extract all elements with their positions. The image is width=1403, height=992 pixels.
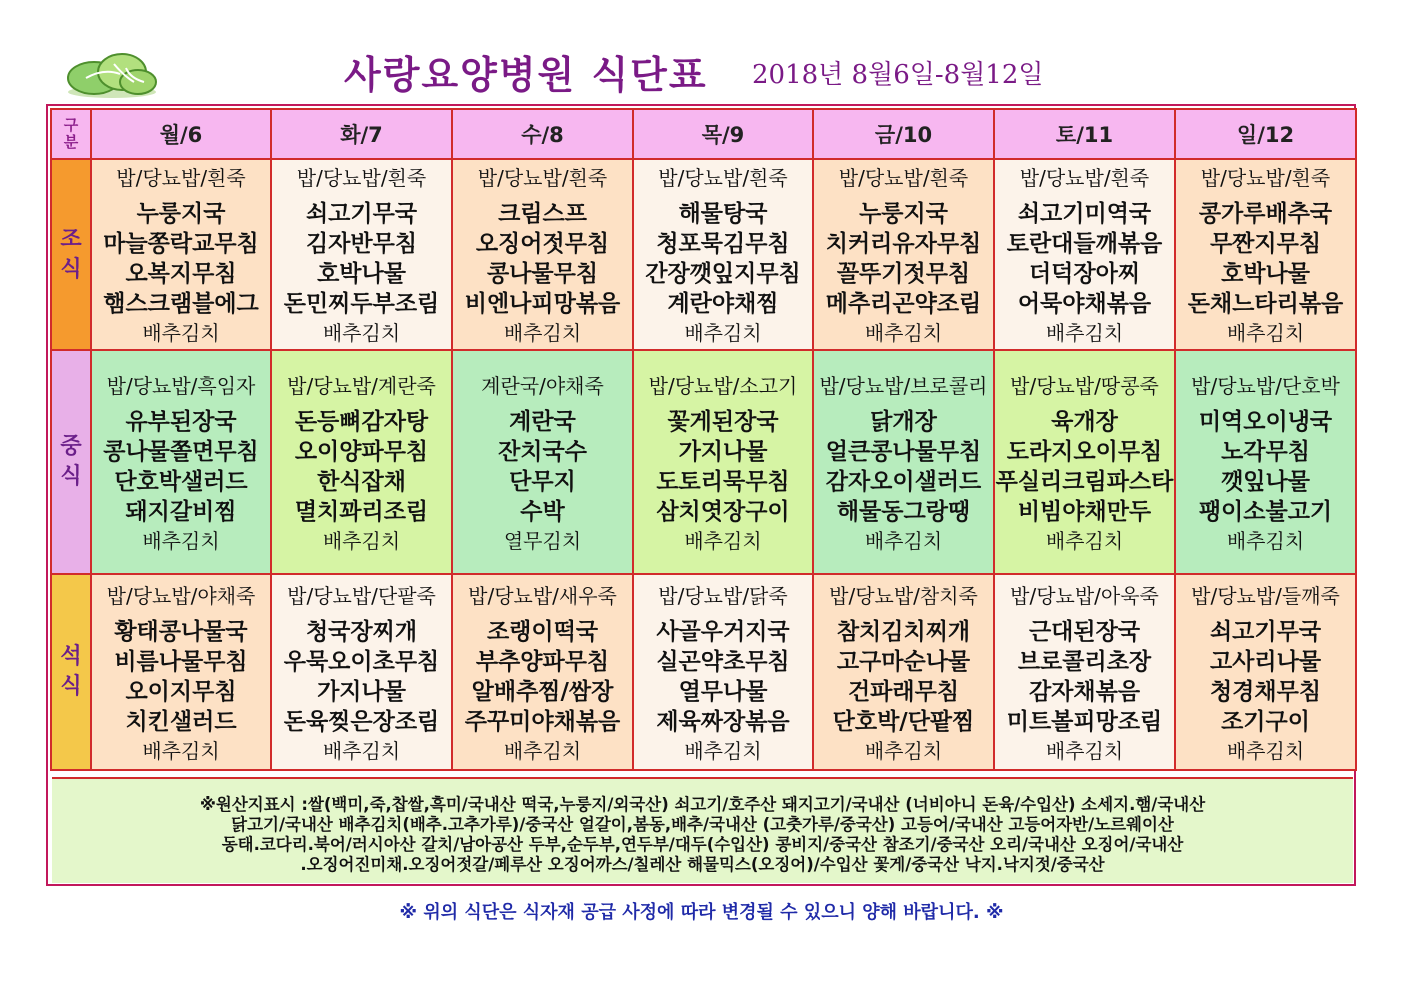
dish-item: 햄스크램블에그 [103, 291, 259, 317]
kimchi-item: 배추김치 [1045, 321, 1124, 345]
dish-item: 치커리유자무침 [825, 231, 982, 257]
origin-line: 동태.코다리.북어/러시아산 갈치/남아공산 두부,순두부,연두부/대두(수입산) 콩비지/중국산 참조기/중국산 오리/국내산 오징어/국내산 [221, 835, 1184, 854]
dish-item: 청경채무침 [1209, 678, 1322, 705]
dish-item: 꼴뚜기젓무침 [836, 261, 971, 287]
meal-row-dinner [51, 574, 1356, 770]
dish-item: 유부된장국 [125, 408, 237, 435]
dish-item: 비엔나피망볶음 [464, 291, 621, 317]
dish-item: 청포묵김무침 [656, 231, 790, 257]
dish-item: 깻잎나물 [1221, 468, 1310, 495]
dish-item: 근대된장국 [1028, 618, 1141, 645]
day-header: 금/10 [813, 109, 994, 159]
dish-item: 참치김치찌개 [836, 618, 971, 645]
kimchi-item: 배추김치 [322, 528, 401, 553]
kimchi-item: 배추김치 [142, 528, 220, 553]
dish-item: 한식잡채 [317, 468, 406, 495]
kimchi-item: 배추김치 [142, 738, 220, 763]
origin-line: ※원산지표시 :쌀(백미,죽,찹쌀,흑미/국내산 떡국,누룽지/외국산) 쇠고기/호주산 돼지고기/국내산 (너비아니 돈육/수입산) 소세지.햄/국내산 [199, 795, 1206, 814]
kimchi-item: 배추김치 [142, 321, 220, 345]
dish-item: 해물탕국 [678, 201, 768, 227]
kimchi-item: 배추김치 [322, 738, 401, 763]
rice-option: 밥/당뇨밥/참치죽 [829, 583, 978, 608]
rice-option: 밥/당뇨밥/단팥죽 [287, 583, 436, 608]
meal-cell [271, 574, 452, 770]
dish-item: 쇠고기무국 [1209, 618, 1322, 645]
meal-label: 조식 [51, 159, 91, 350]
rice-option: 밥/당뇨밥/흰죽 [1200, 166, 1331, 190]
meal-cell [633, 574, 813, 770]
dish-item: 사골우거지국 [656, 618, 790, 645]
dish-item: 육개장 [1051, 408, 1118, 435]
dish-item: 단호박샐러드 [114, 468, 248, 495]
dish-item: 토란대들깨볶음 [1006, 231, 1163, 257]
dish-item: 메추리곤약조림 [825, 291, 982, 317]
kimchi-item: 배추김치 [864, 738, 943, 763]
rice-option: 밥/당뇨밥/계란죽 [287, 373, 436, 398]
dish-item: 멸치꽈리조림 [294, 498, 429, 525]
page-title: 사랑요양병원 식단표 [344, 53, 708, 97]
kimchi-item: 배추김치 [864, 321, 943, 345]
meal-cell [813, 350, 994, 574]
rice-option: 밥/당뇨밥/소고기 [648, 373, 798, 398]
dish-item: 콩나물쫄면무침 [103, 438, 259, 465]
dish-item: 잔치국수 [498, 438, 587, 465]
meal-row-breakfast [51, 159, 1356, 350]
meal-label: 중식 [51, 350, 91, 574]
dish-item: 쇠고기미역국 [1017, 201, 1152, 227]
dish-item: 간장깻잎지무침 [645, 261, 801, 287]
meal-cell [1175, 574, 1356, 770]
kimchi-item: 배추김치 [864, 528, 943, 553]
kimchi-item: 배추김치 [322, 321, 401, 345]
dish-item: 계란야채찜 [667, 291, 779, 317]
meal-row-lunch [51, 350, 1356, 574]
day-header: 일/12 [1175, 109, 1356, 159]
dish-item: 푸실리크림파스타 [995, 468, 1174, 495]
dish-item: 삼치엿장구이 [656, 498, 790, 525]
dish-item: 조랭이떡국 [486, 618, 599, 645]
rice-option: 밥/당뇨밥/야채죽 [106, 583, 256, 608]
kimchi-item: 배추김치 [1045, 738, 1124, 763]
dish-item: 알배추찜/쌈장 [471, 678, 614, 705]
dish-item: 감자채볶음 [1028, 678, 1141, 705]
dish-item: 건파래무침 [847, 678, 960, 705]
meal-cell [1175, 350, 1356, 574]
meal-cell [1175, 159, 1356, 350]
dish-item: 콩가루배추국 [1198, 201, 1333, 227]
dish-item: 미역오이냉국 [1198, 408, 1333, 435]
dish-item: 조기구이 [1221, 708, 1310, 735]
day-header: 화/7 [271, 109, 452, 159]
rice-option: 밥/당뇨밥/흰죽 [1019, 166, 1150, 190]
dish-item: 가지나물 [678, 438, 768, 465]
kimchi-item: 배추김치 [1226, 738, 1305, 763]
kimchi-item: 배추김치 [684, 321, 762, 345]
meal-cell [452, 159, 633, 350]
day-header: 월/6 [91, 109, 271, 159]
dish-item: 얼큰콩나물무침 [825, 438, 982, 465]
dish-item: 누룽지국 [136, 201, 226, 227]
dish-item: 돈민찌두부조림 [283, 291, 440, 317]
dish-item: 오징어젓무침 [475, 231, 610, 257]
dish-item: 돈육찢은장조림 [283, 708, 440, 735]
dish-item: 쇠고기무국 [305, 201, 418, 227]
dish-item: 오이양파무침 [294, 438, 429, 465]
rice-option: 밥/당뇨밥/땅콩죽 [1010, 373, 1159, 398]
dish-item: 단무지 [509, 468, 576, 495]
dish-item: 실곤약초무침 [656, 648, 790, 675]
kimchi-item: 배추김치 [1045, 528, 1124, 553]
dish-item: 오복지무침 [125, 261, 237, 287]
kimchi-item: 배추김치 [684, 528, 762, 553]
header-row [51, 109, 1356, 159]
dish-item: 청국장찌개 [305, 618, 418, 645]
dish-item: 꽃게된장국 [667, 408, 779, 435]
rice-option: 밥/당뇨밥/브로콜리 [819, 373, 988, 398]
dish-item: 팽이소불고기 [1198, 498, 1333, 525]
dish-item: 고구마순나물 [836, 648, 971, 675]
meal-cell [271, 350, 452, 574]
kimchi-item: 배추김치 [1226, 321, 1305, 345]
dish-item: 김자반무침 [305, 231, 418, 257]
dish-item: 돈등뼈감자탕 [294, 408, 429, 435]
kimchi-item: 배추김치 [684, 738, 762, 763]
meal-cell [91, 574, 271, 770]
dish-item: 콩나물무침 [486, 261, 599, 287]
rice-option: 밥/당뇨밥/단호박 [1191, 373, 1340, 398]
dish-item: 단호박/단팥찜 [832, 708, 975, 735]
cabbage-icon [64, 48, 160, 100]
dish-item: 도라지오이무침 [1006, 438, 1163, 465]
kimchi-item: 배추김치 [1226, 528, 1305, 553]
dish-item: 돈채느타리볶음 [1187, 291, 1344, 317]
dish-item: 돼지갈비찜 [125, 498, 237, 525]
rice-option: 밥/당뇨밥/흰죽 [658, 166, 788, 190]
kimchi-item: 배추김치 [503, 321, 582, 345]
meal-cell [271, 159, 452, 350]
day-header: 토/11 [994, 109, 1175, 159]
dish-item: 황태콩나물국 [114, 618, 248, 645]
meal-cell [994, 159, 1175, 350]
origin-line: 닭고기/국내산 배추김치(배추.고추가루)/중국산 얼갈이,봄동,배추/국내산 (고춧가루/중국산) 고등어/국내산 고등어자반/노르웨이산 [231, 815, 1174, 834]
dish-item: 열무나물 [678, 678, 768, 705]
rice-option: 밥/당뇨밥/흰죽 [477, 166, 608, 190]
dish-item: 비름나물무침 [114, 648, 248, 675]
gubun-label: 구분 [51, 109, 91, 159]
meal-cell [91, 350, 271, 574]
dish-item: 오이지무침 [125, 678, 237, 705]
dish-item: 누룽지국 [859, 201, 948, 227]
meal-table [50, 108, 1357, 771]
dish-item: 해물동그랑땡 [836, 498, 971, 525]
dish-item: 미트볼피망조림 [1006, 708, 1163, 735]
day-header: 목/9 [633, 109, 813, 159]
meal-cell [994, 574, 1175, 770]
dish-item: 어묵야채볶음 [1017, 291, 1152, 317]
rice-option: 밥/당뇨밥/닭죽 [658, 583, 788, 608]
dish-item: 더덕장아찌 [1028, 261, 1141, 287]
meal-cell [452, 350, 633, 574]
dish-item: 호박나물 [317, 261, 406, 287]
dish-item: 마늘쫑락교무침 [103, 231, 259, 257]
dish-item: 치킨샐러드 [125, 708, 237, 735]
rice-option: 밥/당뇨밥/들깨죽 [1191, 583, 1340, 608]
rice-option: 밥/당뇨밥/흰죽 [838, 166, 969, 190]
dish-item: 호박나물 [1221, 261, 1310, 287]
footer-notice: ※ 위의 식단은 식자재 공급 사정에 따라 변경될 수 있으니 양해 바랍니다. ※ [399, 902, 1004, 923]
dish-item: 계란국 [509, 408, 576, 435]
dish-item: 브로콜리초장 [1017, 648, 1152, 675]
rice-option: 밥/당뇨밥/흰죽 [296, 166, 427, 190]
dish-item: 수박 [520, 498, 565, 525]
meal-cell [813, 159, 994, 350]
dish-item: 닭개장 [870, 408, 937, 435]
dish-item: 부추양파무침 [475, 648, 610, 675]
dish-item: 크림스프 [498, 201, 587, 227]
meal-cell [633, 350, 813, 574]
dish-item: 고사리나물 [1209, 648, 1322, 675]
rice-option: 밥/당뇨밥/아욱죽 [1010, 583, 1159, 608]
rice-option: 계란국/야채죽 [481, 373, 604, 398]
meal-cell [91, 159, 271, 350]
kimchi-item: 열무김치 [503, 528, 582, 553]
dish-item: 무짠지무침 [1209, 231, 1322, 257]
dish-item: 비빔야채만두 [1017, 498, 1152, 525]
rice-option: 밥/당뇨밥/흑임자 [106, 373, 256, 398]
kimchi-item: 배추김치 [503, 738, 582, 763]
meal-label: 석식 [51, 574, 91, 770]
origin-note [52, 777, 1353, 883]
dish-item: 노각무침 [1221, 438, 1310, 465]
dish-item: 도토리묵무침 [656, 468, 790, 495]
dish-item: 가지나물 [317, 678, 406, 705]
meal-cell [994, 350, 1175, 574]
dish-item: 제육짜장볶음 [656, 708, 790, 735]
meal-cell [633, 159, 813, 350]
origin-line: .오징어진미채.오징어젓갈/페루산 오징어까스/칠레산 해물믹스(오징어)/수입산 꽃게/중국산 낙지.낙지젓/중국산 [300, 855, 1105, 874]
date-range: 2018년 8월6일-8월12일 [752, 60, 1044, 90]
dish-item: 감자오이샐러드 [825, 468, 982, 495]
meal-cell [452, 574, 633, 770]
dish-item: 우묵오이초무침 [283, 648, 440, 675]
meal-cell [813, 574, 994, 770]
rice-option: 밥/당뇨밥/흰죽 [116, 166, 246, 190]
rice-option: 밥/당뇨밥/새우죽 [468, 583, 617, 608]
dish-item: 주꾸미야채볶음 [464, 708, 621, 735]
day-header: 수/8 [452, 109, 633, 159]
